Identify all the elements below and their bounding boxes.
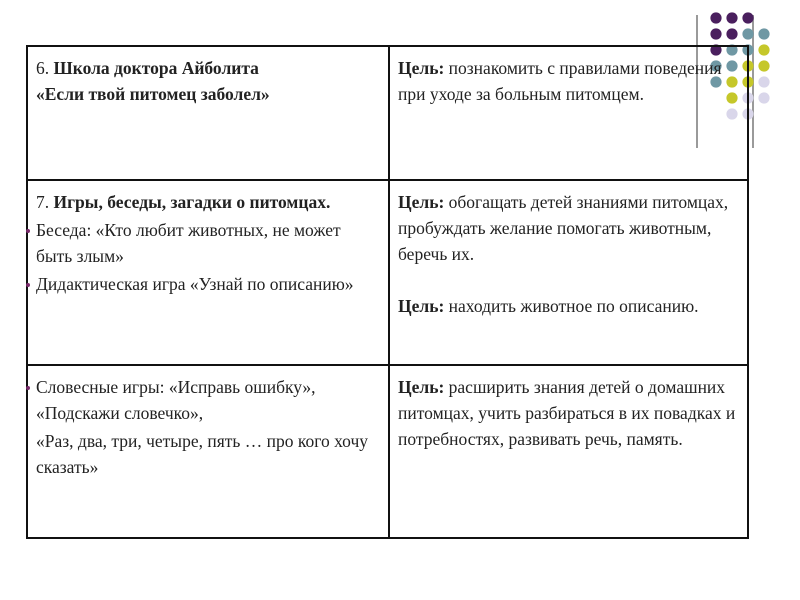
decorative-dot-purple: [710, 28, 721, 39]
decorative-dot-yellow: [758, 60, 769, 71]
row-1-activity-cell: [27, 46, 389, 180]
row-1-goal-text: познакомить с правилами поведения при уходе за больным питомцем.: [398, 58, 722, 104]
decorative-dot-yellow: [758, 44, 769, 55]
row-2-activity-cell: [27, 180, 389, 365]
row-3-bullet-1: Словесные игры: «Исправь ошибку», «Подскажи словечко»,: [26, 374, 380, 426]
row-3-activity-cell: [27, 365, 389, 538]
row-2-goal-1-text: обогащать детей знаниями питомцах, пробуждать желание помогать животным, беречь их.: [398, 192, 729, 264]
decorative-dot-purple: [742, 12, 753, 23]
row-1-goal-cell: [389, 46, 748, 180]
decorative-dot-purple: [726, 28, 737, 39]
row-2-bullet-2: Дидактическая игра «Узнай по описанию»: [26, 271, 380, 297]
row-1-subtitle: «Если твой питомец заболел»: [36, 84, 270, 104]
row-2-bullet-1: Беседа: «Кто любит животных, не может быть злым»: [26, 217, 380, 269]
decorative-dot-teal: [742, 28, 753, 39]
table-row: [27, 180, 748, 365]
row-2-goal-cell: [389, 180, 748, 365]
decorative-dot-purple: [710, 12, 721, 23]
decorative-dot-teal: [758, 28, 769, 39]
decorative-dot-lavender: [758, 76, 769, 87]
row-3-goal-cell: [389, 365, 748, 538]
row-1-goal-label: Цель:: [398, 58, 445, 78]
row-2-goal-2-text: находить животное по описанию.: [448, 296, 699, 316]
row-2-number: 7.: [36, 192, 50, 212]
row-3-goal-text: расширить знания детей о домашних питомцах, учить разбираться в их повадках и потребностях, развивать речь, память.: [398, 377, 736, 449]
row-1-number: 6.: [36, 58, 50, 78]
table-row: [27, 46, 748, 180]
row-2-goal-2-label: Цель:: [398, 296, 445, 316]
row-2-goal-1-label: Цель:: [398, 192, 445, 212]
row-3-goal-label: Цель:: [398, 377, 445, 397]
row-2-title: Игры, беседы, загадки о питомцах.: [53, 192, 331, 212]
activities-table: [26, 45, 749, 539]
decorative-dot-purple: [726, 12, 737, 23]
decorative-dot-lavender: [758, 92, 769, 103]
row-1-title: Школа доктора Айболита: [53, 58, 259, 78]
table-row: [27, 365, 748, 538]
row-3-extra-text: «Раз, два, три, четыре, пять … про кого хочу сказать»: [36, 431, 369, 477]
